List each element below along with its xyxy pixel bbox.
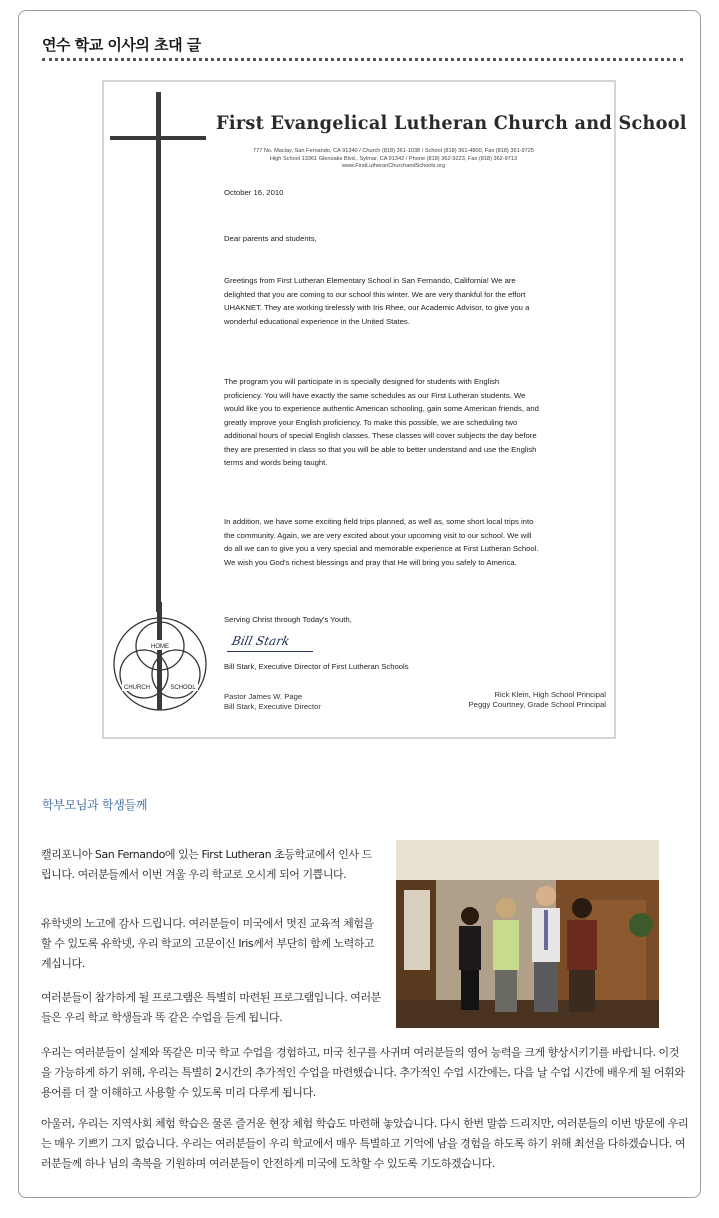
group-photo (396, 840, 659, 1028)
signature: Bill Stark (230, 634, 291, 648)
address-line: High School 13361 Glenoaks Blvd., Sylmar, CA 91342 / Phone (818) 362-9223, Fax (818) 362-9713 (269, 155, 518, 162)
address-line: www.FirstLutheranChurchandSchools.org (341, 163, 446, 169)
letterhead-name: First Evangelical Lutheran Church and School (216, 112, 687, 134)
signer-line: Bill Stark, Executive Director of First Lutheran Schools (224, 662, 409, 671)
footer-name: Peggy Courtney, Grade School Principal (468, 700, 606, 709)
cross-icon (108, 92, 208, 652)
svg-text:CHURCH: CHURCH (124, 685, 150, 691)
home-church-school-emblem-icon (110, 602, 210, 722)
footer-name: Bill Stark, Executive Director (224, 702, 321, 711)
letter-date: October 16, 2010 (224, 188, 284, 197)
korean-paragraph: 아울러, 우리는 지역사회 체험 학습은 물론 즐거운 현장 체험 학습도 마련해 놓았습니다. 다시 한번 말씀 드리지만, 여러분들의 이번 방문에 우리는 매우 기쁘기 그지 없습니다. 우리는 여러분들이 우리 학교에서 매우 특별하고 기억에 남을 경험을 하도록 하기 위해 최선을 다하겠습니다. 여러분들께 하나 님의 축복을 기원하며 여러분들이 안전하게 미국에 도착할 수 있도록 기도하겠습니다. (41, 1117, 689, 1170)
letter-paragraph: The program you will participate in is specially designed for students with English proficiency. You will have exactly the same schedules as our First Lutheran students. We would like you to experience authentic American schooling, gain some American friends, and greatly improve your English proficiency. To make this possible, we are scheduling two additional hours of special English classes. These classes will cover subjects the day before they are presented in class so that you will be able to better understand and use the English terms and words being taught. (224, 377, 539, 467)
section-heading: 학부모님과 학생들께 (42, 798, 148, 812)
svg-text:HOME: HOME (151, 644, 169, 650)
address-line: 777 No. Maclay, San Fernando, CA 91340 / Church (818) 361-1038 / School (818) 361-4800, Fax (818) 361-9725 (252, 148, 534, 154)
korean-paragraph: 여러분들이 참가하게 될 프로그램은 특별히 마련된 프로그램입니다. 여러분들은 우리 학교 학생들과 똑 같은 수업을 듣게 됩니다. (41, 991, 381, 1024)
footer-name: Rick Klein, High School Principal (494, 690, 606, 699)
signature-underline (227, 651, 313, 652)
korean-paragraph: 캘리포니아 San Fernando에 있는 First Lutheran 초등학교에서 인사 드립니다. 여러분들께서 이번 겨울 우리 학교로 오시게 되어 기쁩니다. (41, 848, 372, 881)
letter-image (102, 80, 687, 739)
korean-paragraph: 유학넷의 노고에 감사 드립니다. 여러분들이 미국에서 멋진 교육적 체험을 할 수 있도록 유학넷, 우리 학교의 고문이신 Iris께서 부단히 함께 노력하고 계십니다. (41, 917, 375, 970)
letter-salutation: Dear parents and students, (224, 234, 317, 243)
letter-paragraph: In addition, we have some exciting field trips planned, as well as, some short local trips into the community. Again, we are very excited about your upcoming visit to our school. We will do all we can to give you a very special and memorable experience at First Lutheran School. We wish you God's richest blessings and pray that He will bring you safely to America. (224, 517, 539, 567)
footer-name: Pastor James W. Page (224, 692, 303, 701)
svg-text:SCHOOL: SCHOOL (170, 685, 196, 691)
letterhead-address (216, 148, 571, 171)
korean-paragraph: 우리는 여러분들이 실제와 똑같은 미국 학교 수업을 경험하고, 미국 친구를 사귀며 여러분들의 영어 능력을 크게 향상시키기를 바랍니다. 이것을 가능하게 하기 위해, 우리는 특별히 2시간의 추가적인 수업을 마련했습니다. 추가적인 수업 시간에는, 다음 날 수업 시간에 배우게 될 어휘와 용어를 더 잘 이해하고 사용할 수 있도록 미리 다루게 됩니다. (41, 1046, 685, 1099)
letter-footer-right (469, 690, 606, 710)
letter-paragraph: Greetings from First Lutheran Elementary School in San Fernando, California! We are delighted that you are coming to our school this winter. We are very thankful for the effort UHAKNET. They are working tirelessly with Iris Rhee, our Academic Advisor, to give you a wonderful educational experience in the United States. (224, 276, 530, 326)
letter-closing: Serving Christ through Today's Youth, (224, 615, 352, 624)
letter-footer-left (224, 692, 321, 712)
title-divider (42, 58, 683, 61)
page-title: 연수 학교 이사의 초대 글 (42, 36, 201, 54)
